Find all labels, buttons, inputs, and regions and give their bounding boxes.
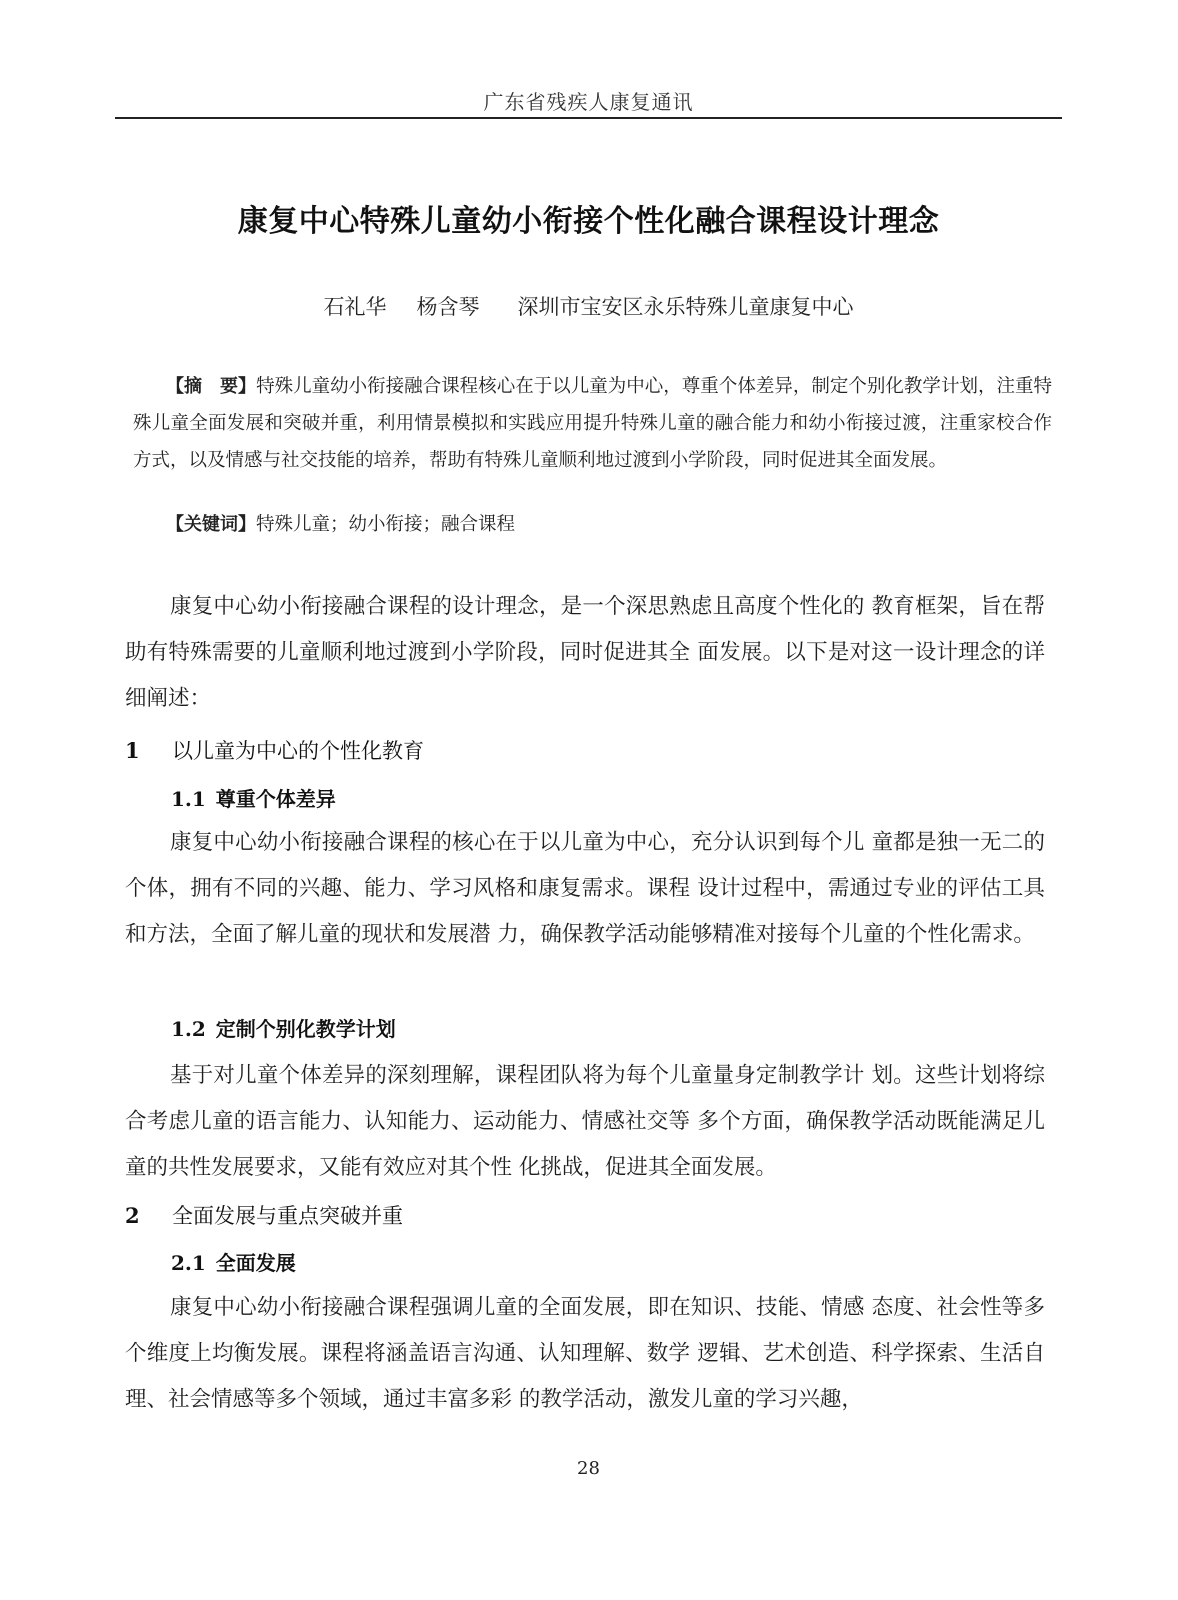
author-name-2: 杨含琴 (416, 295, 480, 319)
subsection-1-2-number: 1.2 (171, 1017, 206, 1041)
abstract-block (133, 368, 1052, 479)
subsection-2-1-paragraph: 康复中心幼小衔接融合课程强调儿童的全面发展，即在知识、技能、情感 态度、社会性等多个维度上均衡发展。课程将涵盖语言沟通、认知理解、数学 逻辑、艺术创造、科学探索、生活自理、社会情感等多个领域，通过丰富多彩 的教学活动，激发儿童的学习兴趣， (125, 1295, 1045, 1412)
section-1-number: 1 (125, 738, 140, 763)
subsection-1-1-paragraph: 康复中心幼小衔接融合课程的核心在于以儿童为中心，充分认识到每个儿 童都是独一无二的个体，拥有不同的兴趣、能力、学习风格和康复需求。课程 设计过程中，需通过专业的评估工具和方法，全面了解儿童的现状和发展潜 力，确保教学活动能够精准对接每个儿童的个性化需求。 (125, 830, 1045, 947)
keywords-block (166, 506, 1046, 543)
subsection-2-1-number: 2.1 (171, 1251, 206, 1275)
author-name-1: 石礼华 (323, 295, 387, 319)
subsection-2-1-title: 全面发展 (215, 1251, 296, 1275)
subsection-2-1-heading (171, 1247, 1041, 1276)
author-byline (115, 291, 1062, 321)
subsection-1-1-number: 1.1 (171, 787, 206, 811)
author-affiliation: 深圳市宝安区永乐特殊儿童康复中心 (517, 295, 854, 319)
subsection-1-2-title: 定制个别化教学计划 (215, 1017, 396, 1041)
article-title: 康复中心特殊儿童幼小衔接个性化融合课程设计理念 (237, 204, 940, 239)
subsection-1-1-heading (171, 783, 1041, 812)
section-1-title: 以儿童为中心的个性化教育 (172, 739, 424, 763)
subsection-1-1-title: 尊重个体差异 (215, 787, 336, 811)
header-divider (115, 117, 1062, 119)
abstract-label: 【摘 要】 (166, 376, 257, 397)
subsection-1-2-heading (171, 1013, 1041, 1042)
section-2-number: 2 (125, 1203, 140, 1228)
intro-paragraph: 康复中心幼小衔接融合课程的设计理念，是一个深思熟虑且高度个性化的 教育框架，旨在帮助有特殊需要的儿童顺利地过渡到小学阶段，同时促进其全 面发展。以下是对这一设计理念的详细阐述： (125, 594, 1045, 711)
keywords-text: 特殊儿童；幼小衔接；融合课程 (256, 514, 516, 535)
keywords-label: 【关键词】 (166, 514, 256, 535)
section-2-heading (125, 1200, 1045, 1230)
section-2-title: 全面发展与重点突破并重 (172, 1204, 403, 1228)
page-number: 28 (577, 1458, 600, 1479)
subsection-1-2-paragraph: 基于对儿童个体差异的深刻理解，课程团队将为每个儿童量身定制教学计 划。这些计划将综合考虑儿童的语言能力、认知能力、运动能力、情感社交等 多个方面，确保教学活动既能满足儿童的共性发展要求，又能有效应对其个性 化挑战，促进其全面发展。 (125, 1063, 1045, 1180)
journal-running-header: 广东省残疾人康复通讯 (483, 90, 694, 114)
abstract-text: 特殊儿童幼小衔接融合课程核心在于以儿童为中心，尊重个体差异，制定个别化教学计划，注重特殊儿童全面发展和突破并重，利用情景模拟和实践应用提升特殊儿童的融合能力和幼小衔接过渡，注重家校合作方式，以及情感与社交技能的培养，帮助有特殊儿童顺利地过渡到小学阶段，同时促进其全面发展。 (133, 376, 1052, 471)
section-1-heading (125, 735, 1045, 765)
